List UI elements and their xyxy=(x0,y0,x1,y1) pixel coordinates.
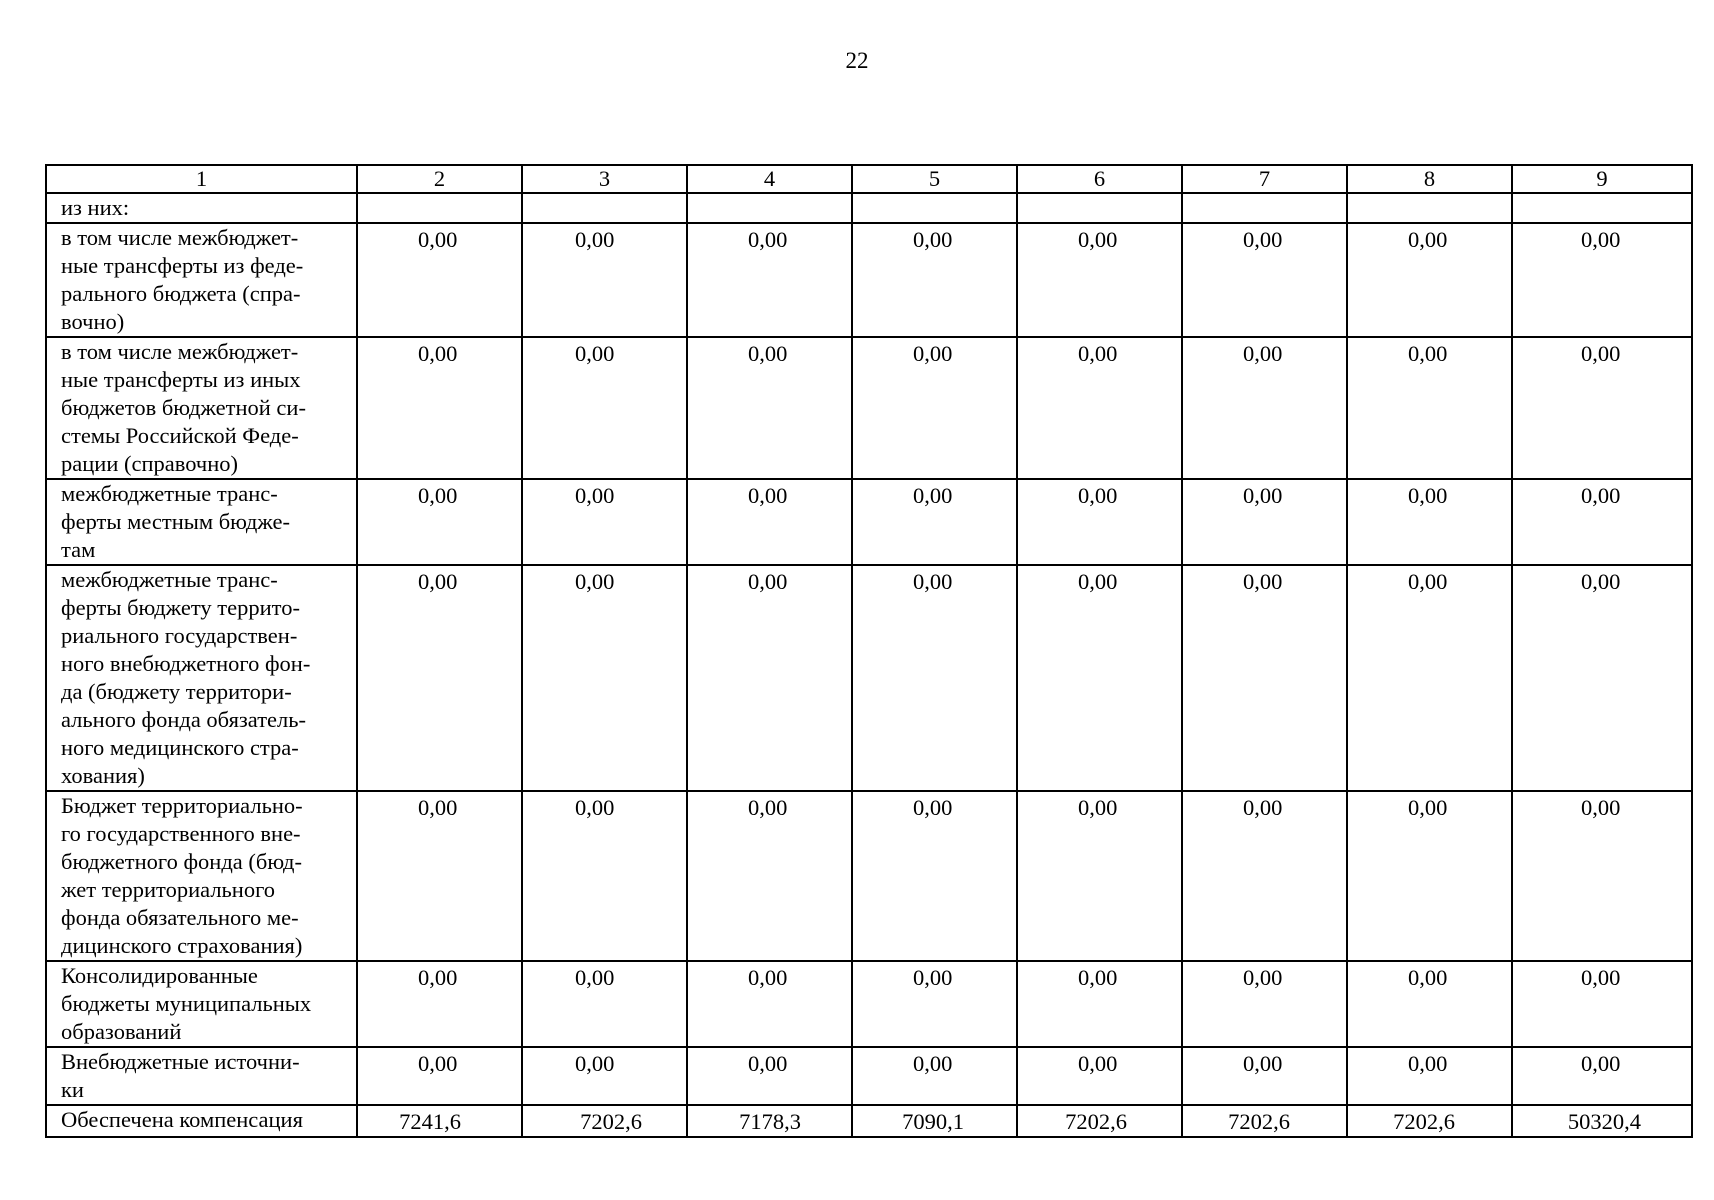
table-cell: 0,00 xyxy=(1017,961,1182,1047)
table-cell: 0,00 xyxy=(1512,1047,1692,1105)
column-header: 3 xyxy=(522,165,687,193)
table-cell xyxy=(1512,193,1692,223)
table-cell: 0,00 xyxy=(522,337,687,479)
table-cell: 0,00 xyxy=(357,1047,522,1105)
row-label: Бюджет территориально- го государственного вне- бюджетного фонда (бюд- жет территориального фонда обязательного ме- дицинского страхования) xyxy=(46,791,357,961)
table-row xyxy=(46,193,1692,223)
row-label: межбюджетные транс- ферты бюджету террито- риального государствен- ного внебюджетного фон- да (бюджету территори- ального фонда обязатель- ного медицинского стра- хования) xyxy=(46,565,357,791)
table-cell: 0,00 xyxy=(357,337,522,479)
table-cell: 7178,3 xyxy=(687,1105,852,1137)
table-cell: 0,00 xyxy=(357,961,522,1047)
column-header: 8 xyxy=(1347,165,1512,193)
table-cell: 0,00 xyxy=(1017,791,1182,961)
table-cell: 0,00 xyxy=(1512,223,1692,337)
table-cell: 0,00 xyxy=(687,223,852,337)
table-cell: 0,00 xyxy=(1347,337,1512,479)
table-cell xyxy=(1017,193,1182,223)
table-cell: 7202,6 xyxy=(1182,1105,1347,1137)
table-cell: 0,00 xyxy=(1017,337,1182,479)
table-cell: 0,00 xyxy=(1017,565,1182,791)
column-header: 7 xyxy=(1182,165,1347,193)
table-cell: 0,00 xyxy=(357,565,522,791)
table-cell: 0,00 xyxy=(522,223,687,337)
table-cell: 7202,6 xyxy=(1017,1105,1182,1137)
table-cell: 0,00 xyxy=(852,565,1017,791)
table-cell: 0,00 xyxy=(852,337,1017,479)
column-header: 9 xyxy=(1512,165,1692,193)
table-row xyxy=(46,565,1692,791)
table-cell: 0,00 xyxy=(1017,479,1182,565)
table-cell: 0,00 xyxy=(1512,791,1692,961)
table-cell: 0,00 xyxy=(852,961,1017,1047)
table-cell: 50320,4 xyxy=(1512,1105,1692,1137)
table-cell: 0,00 xyxy=(522,565,687,791)
table-cell: 0,00 xyxy=(1512,961,1692,1047)
row-label: межбюджетные транс- ферты местным бюдже- там xyxy=(46,479,357,565)
table-row xyxy=(46,791,1692,961)
table-cell xyxy=(852,193,1017,223)
table-cell: 7202,6 xyxy=(1347,1105,1512,1137)
table-cell: 0,00 xyxy=(1347,223,1512,337)
table-cell: 0,00 xyxy=(1347,961,1512,1047)
row-label: в том числе межбюджет- ные трансферты из феде- рального бюджета (спра- вочно) xyxy=(46,223,357,337)
table-cell: 0,00 xyxy=(1182,223,1347,337)
budget-table xyxy=(45,164,1693,1138)
table-cell: 0,00 xyxy=(687,565,852,791)
table-row xyxy=(46,223,1692,337)
column-header: 2 xyxy=(357,165,522,193)
table-cell: 7090,1 xyxy=(852,1105,1017,1137)
row-label: Консолидированные бюджеты муниципальных образований xyxy=(46,961,357,1047)
table-cell: 0,00 xyxy=(357,791,522,961)
table-cell: 0,00 xyxy=(687,961,852,1047)
table-cell: 0,00 xyxy=(852,1047,1017,1105)
column-header: 5 xyxy=(852,165,1017,193)
table-cell: 0,00 xyxy=(1182,1047,1347,1105)
table-row xyxy=(46,479,1692,565)
table-cell: 0,00 xyxy=(357,479,522,565)
table-cell: 0,00 xyxy=(1182,337,1347,479)
table-cell: 0,00 xyxy=(1512,337,1692,479)
table-cell: 7202,6 xyxy=(522,1105,687,1137)
table-cell: 0,00 xyxy=(1347,1047,1512,1105)
table-cell: 0,00 xyxy=(522,479,687,565)
row-label: из них: xyxy=(46,193,357,223)
table-cell: 0,00 xyxy=(1182,565,1347,791)
table-cell: 0,00 xyxy=(1512,565,1692,791)
table-cell xyxy=(357,193,522,223)
table-cell xyxy=(522,193,687,223)
table-cell: 0,00 xyxy=(1182,479,1347,565)
table-cell: 0,00 xyxy=(687,791,852,961)
table-cell: 0,00 xyxy=(1347,479,1512,565)
table-row xyxy=(46,961,1692,1047)
table-row-total xyxy=(46,1105,1692,1137)
table-cell: 0,00 xyxy=(852,223,1017,337)
table-cell: 0,00 xyxy=(852,791,1017,961)
table-cell: 0,00 xyxy=(1017,1047,1182,1105)
table-cell: 0,00 xyxy=(1512,479,1692,565)
row-label: в том числе межбюджет- ные трансферты из иных бюджетов бюджетной си- стемы Российской Феде- рации (справочно) xyxy=(46,337,357,479)
table-cell: 0,00 xyxy=(1182,961,1347,1047)
column-header: 4 xyxy=(687,165,852,193)
table-cell: 0,00 xyxy=(1017,223,1182,337)
table-cell xyxy=(1182,193,1347,223)
table-cell: 0,00 xyxy=(522,1047,687,1105)
table-cell: 0,00 xyxy=(687,337,852,479)
header-row xyxy=(46,165,1692,193)
table-cell: 0,00 xyxy=(687,1047,852,1105)
row-label: Внебюджетные источни- ки xyxy=(46,1047,357,1105)
table-cell: 0,00 xyxy=(1182,791,1347,961)
column-header: 1 xyxy=(46,165,357,193)
page-number: 22 xyxy=(845,48,869,73)
table-cell: 7241,6 xyxy=(357,1105,522,1137)
table-cell: 0,00 xyxy=(852,479,1017,565)
table-row xyxy=(46,1047,1692,1105)
table-cell: 0,00 xyxy=(522,961,687,1047)
table-cell: 0,00 xyxy=(1347,565,1512,791)
row-label: Обеспечена компенсация xyxy=(46,1105,357,1137)
table-cell: 0,00 xyxy=(687,479,852,565)
table-row xyxy=(46,337,1692,479)
table-cell: 0,00 xyxy=(522,791,687,961)
table-cell: 0,00 xyxy=(357,223,522,337)
table-cell: 0,00 xyxy=(1347,791,1512,961)
table-cell xyxy=(1347,193,1512,223)
table-cell xyxy=(687,193,852,223)
column-header: 6 xyxy=(1017,165,1182,193)
